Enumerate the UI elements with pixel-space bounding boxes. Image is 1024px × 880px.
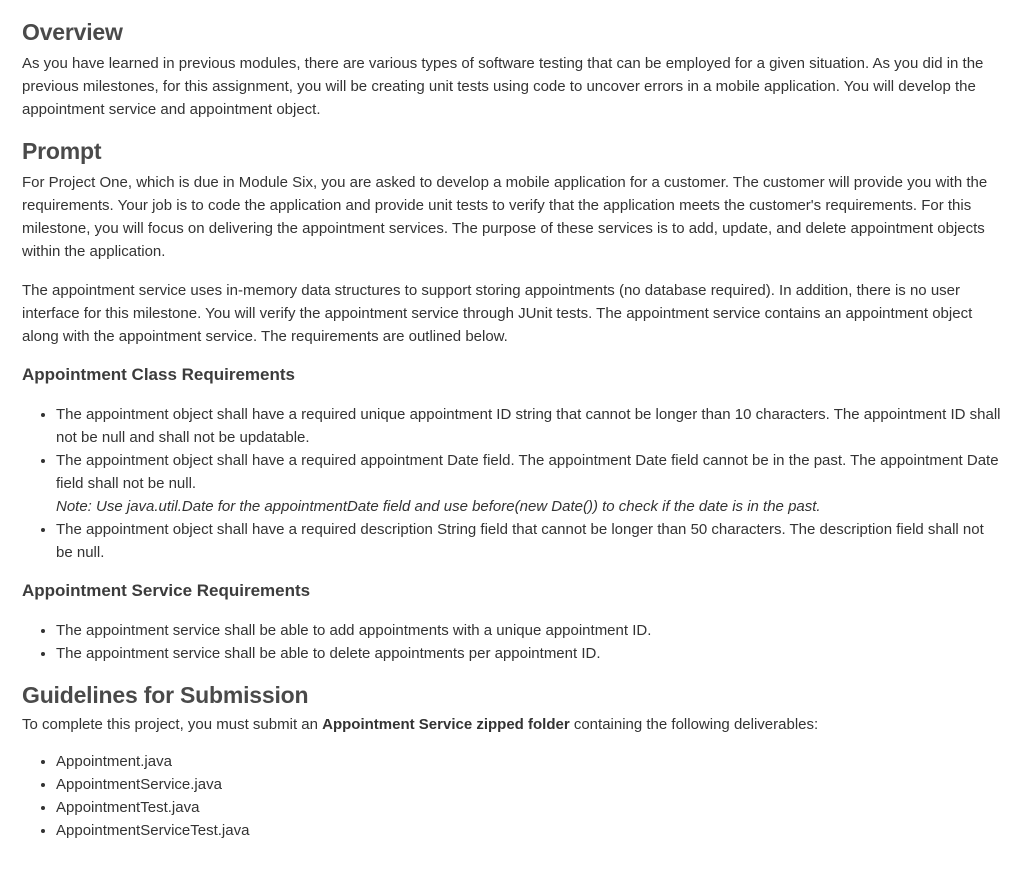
service-requirements-section [22,580,1002,665]
class-requirements-heading: Appointment Class Requirements [22,365,295,384]
overview-heading: Overview [22,19,123,45]
prompt-paragraph-2: The appointment service uses in-memory data structures to support storing appointments (no database required). In addition, there is no user interface for this milestone. You will verify the appointment service through JUnit tests. The appointment service contains an appointment object along with the appointment service. The requirements are outlined below. [22,282,973,345]
class-requirement-item [56,449,1002,518]
guidelines-intro-after: containing the following deliverables: [569,716,819,733]
class-requirement-item [56,403,1002,449]
guidelines-section [22,681,1002,842]
prompt-paragraph-1: For Project One, which is due in Module Six, you are asked to develop a mobile application for a customer. The customer will provide you with the requirements. Your job is to code the application and provide unit tests to verify that the application meets the customer's requirements. For this milestone, you will focus on delivering the appointment services. The purpose of these services is to add, update, and delete appointment objects within the application. [22,174,988,260]
service-requirement-item [56,619,1002,642]
overview-section [22,18,1002,121]
deliverable-item: • AppointmentServiceTest.java [56,819,1002,842]
deliverable-item: • AppointmentService.java [56,773,1002,796]
class-requirement-text: The appointment object shall have a required unique appointment ID string that cannot be longer than 10 characters. The appointment ID shall not be null and shall not be updatable. [56,406,1001,446]
deliverables-list [22,750,1002,842]
class-requirements-section [22,364,1002,564]
guidelines-intro-bold: Appointment Service zipped folder [322,716,570,733]
class-requirement-text: The appointment object shall have a required appointment Date field. The appointment Date field cannot be in the past. The appointment Date field shall not be null. [56,452,999,492]
guidelines-intro [22,713,1002,736]
service-requirement-text: The appointment service shall be able to add appointments with a unique appointment ID. [56,622,652,639]
service-requirement-item [56,642,1002,665]
prompt-section [22,137,1002,348]
class-requirement-note: Note: Use java.util.Date for the appointmentDate field and use before(new Date()) to check if the date is in the past. [56,498,821,515]
guidelines-intro-before: To complete this project, you must submit an [22,716,323,733]
class-requirement-item [56,518,1002,564]
service-requirements-list [22,619,1002,665]
guidelines-heading: Guidelines for Submission [22,682,309,708]
service-requirements-heading: Appointment Service Requirements [22,581,311,600]
deliverable-item: • Appointment.java [56,750,1002,773]
prompt-heading: Prompt [22,138,102,164]
overview-paragraph: As you have learned in previous modules, there are various types of software testing that can be employed for a given situation. As you did in the previous milestones, for this assignment, you will be creating unit tests using code to uncover errors in a mobile application. You will develop the appointment service and appointment object. [22,55,984,118]
service-requirement-text: The appointment service shall be able to delete appointments per appointment ID. [56,645,601,662]
class-requirement-text: The appointment object shall have a required description String field that cannot be longer than 50 characters. The description field shall not be null. [56,521,984,561]
deliverable-item: • AppointmentTest.java [56,796,1002,819]
class-requirements-list [22,403,1002,564]
